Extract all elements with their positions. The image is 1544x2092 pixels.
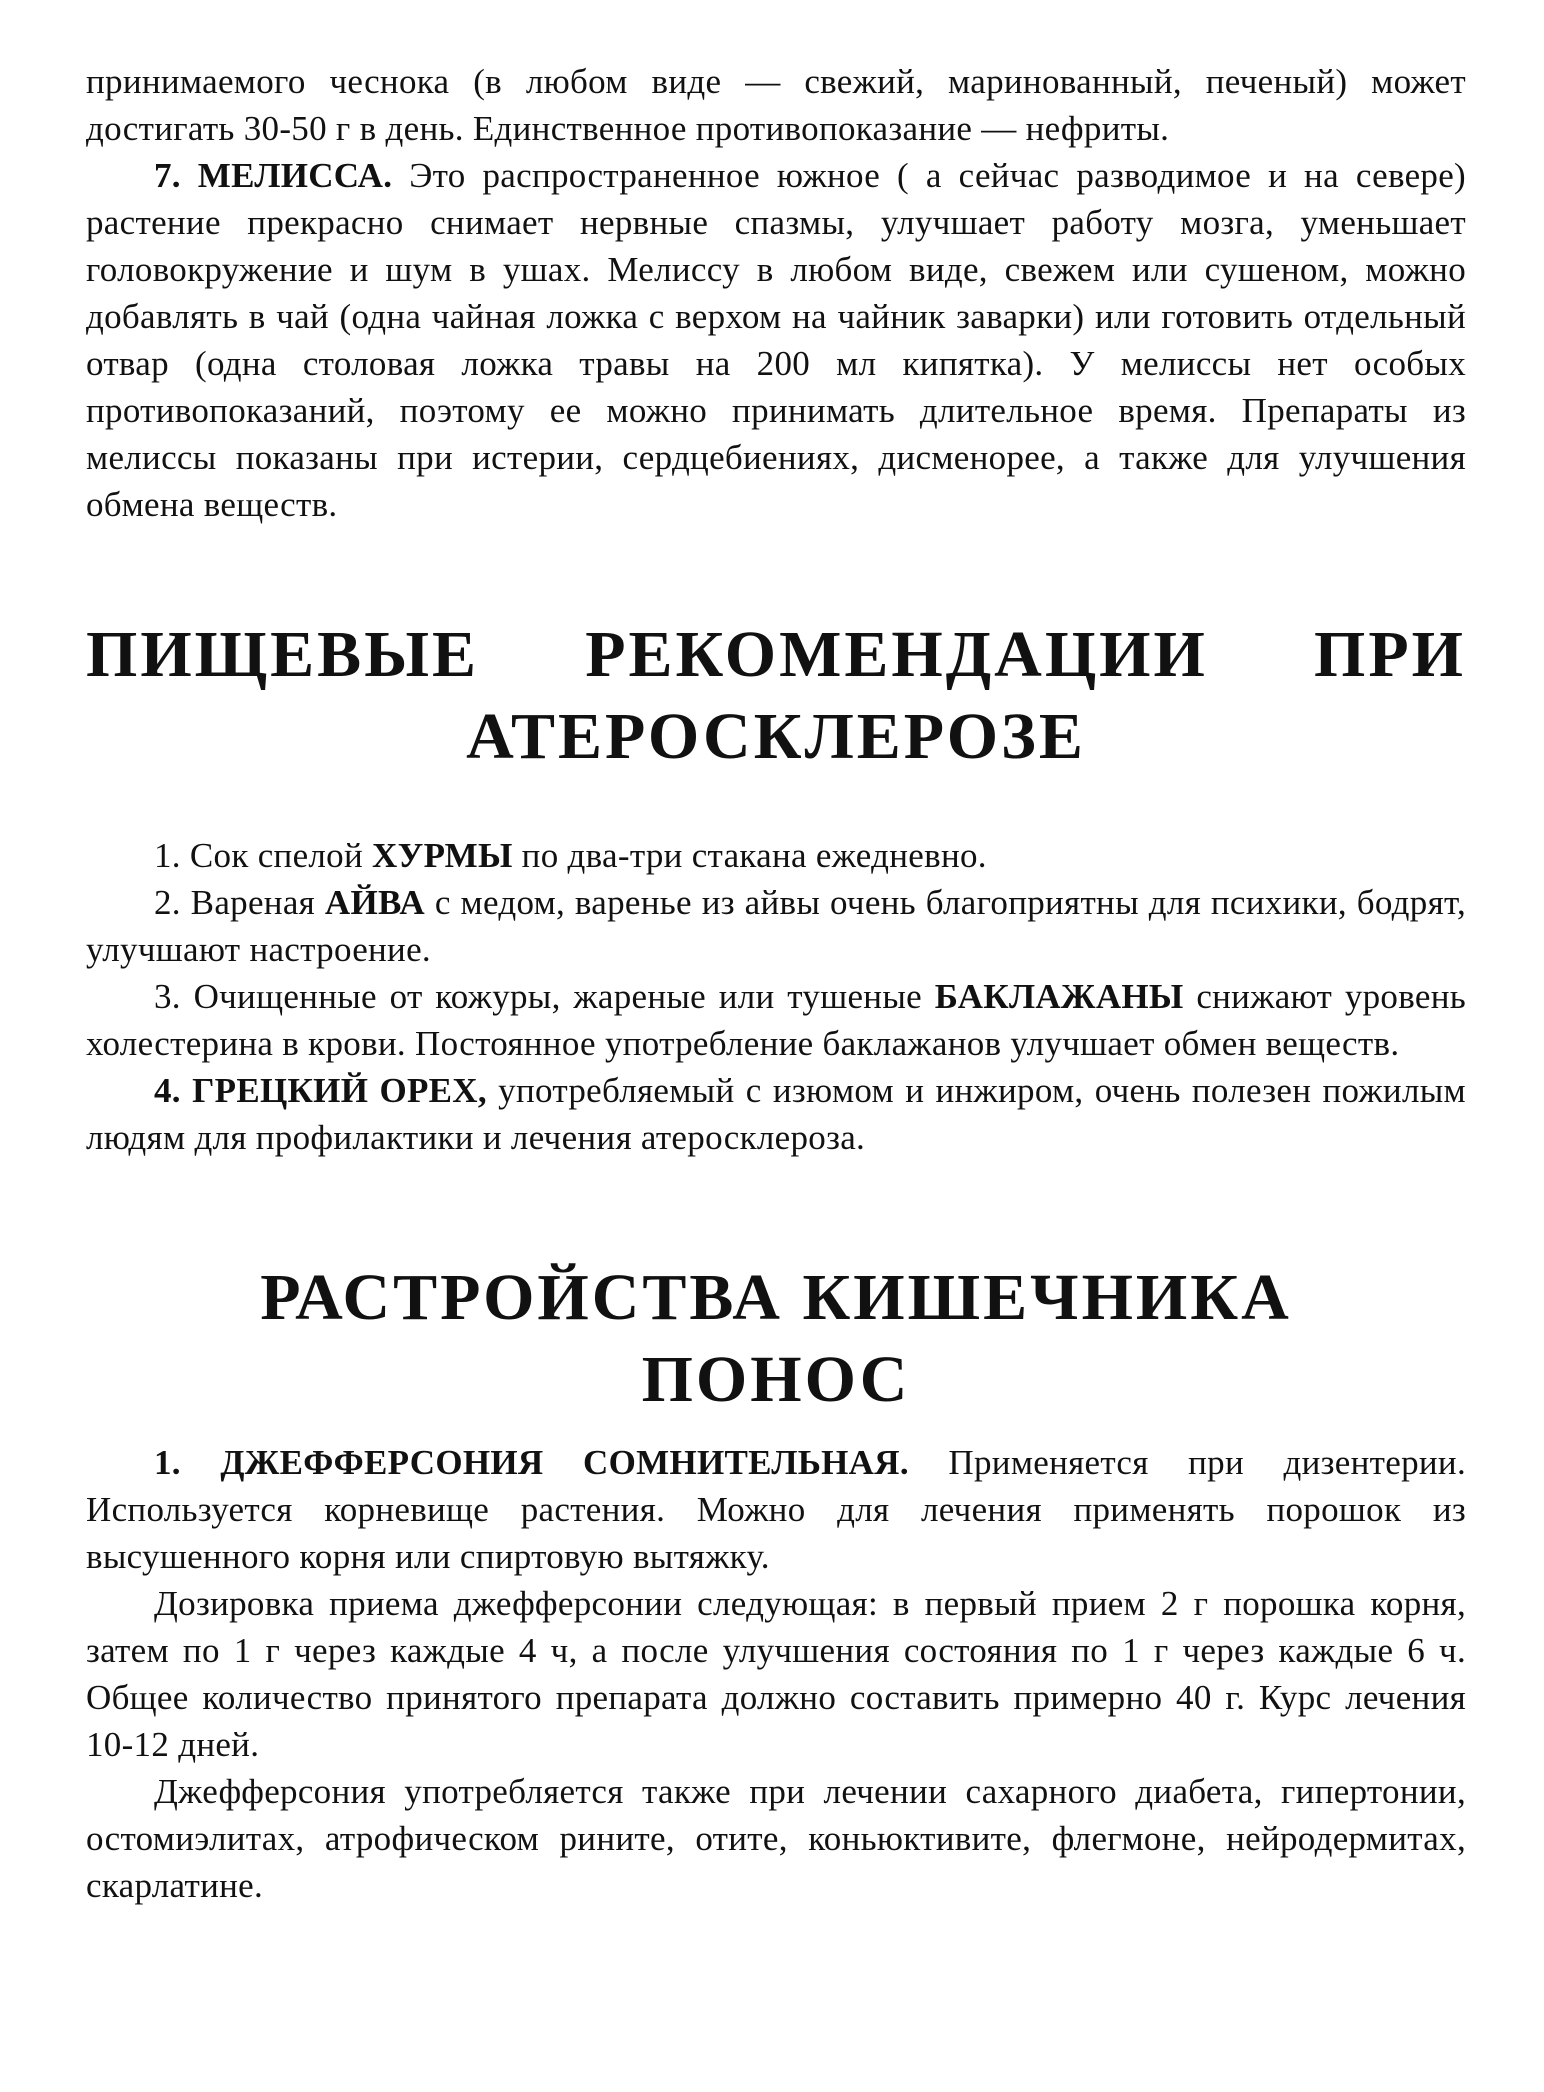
list-item: 4. ГРЕЦКИЙ ОРЕХ, употребляемый с изюмом и инжиром, очень полезен пожилым людям для профилактики и лечения атеросклероза. [86,1071,1466,1157]
jeffersonia-heading: 1. ДЖЕФФЕРСОНИЯ СОМНИТЕЛЬНАЯ. [154,1443,909,1482]
bowel-section-title [86,1257,1466,1421]
atherosclerosis-title-line-2: АТЕРОСКЛЕРОЗЕ [466,700,1086,773]
atherosclerosis-list [86,832,1466,1161]
list-item: 1. Сок спелой ХУРМЫ по два-три стакана ежедневно. [154,836,987,875]
food-name: АЙВА [324,883,426,922]
bowel-title-line-1: РАСТРОЙСТВА КИШЕЧНИКА [260,1261,1292,1334]
bowel-content [86,1439,1466,1909]
title-word: ПРИ [1314,618,1466,691]
food-name: БАКЛАЖАНЫ [934,977,1184,1016]
melissa-heading: 7. МЕЛИССА. [154,156,393,195]
atherosclerosis-section-title [86,614,1466,778]
list-item: 2. Вареная АЙВА с медом, варенье из айвы очень благоприятны для психики, бодрят, улучшают настроение. [86,883,1466,969]
jeffersonia-paragraph: 1. ДЖЕФФЕРСОНИЯ СОМНИТЕЛЬНАЯ. Применяется при дизентерии. Используется корневище растения. Можно для лечения применять порошок из высушенного корня или спиртовую вытяжку. [86,1443,1466,1576]
dosage-paragraph: Дозировка приема джефферсонии следующая: в первый прием 2 г порошка корня, затем по 1 г через каждые 4 ч, а после улучшения состояния по 1 г через каждые 6 ч. Общее количество принятого препарата должно составить примерно 40 г. Курс лечения 10-12 дней. [86,1584,1466,1764]
garlic-continuation: принимаемого чеснока (в любом виде — свежий, маринованный, печеный) может достигать 30-50 г в день. Единственное противопоказание — нефриты. [86,62,1466,148]
food-name: ХУРМЫ [372,836,513,875]
other-uses-paragraph: Джефферсония употребляется также при лечении сахарного диабета, гипертонии, остомиэлитах, атрофическом рините, отите, коньюктивите, флегмоне, нейродермитах, скарлатине. [86,1772,1466,1905]
melissa-paragraph [86,152,1466,528]
list-item: 3. Очищенные от кожуры, жареные или тушеные БАКЛАЖАНЫ снижают уровень холестерина в крови. Постоянное употребление баклажанов улучшает обмен веществ. [86,977,1466,1063]
atherosclerosis-title-line-1 [86,614,1466,696]
title-word: ПИЩЕВЫЕ [86,618,480,691]
book-page [86,58,1466,1909]
title-word: РЕКОМЕНДАЦИИ [585,618,1208,691]
bowel-title-line-2: ПОНОС [641,1343,911,1416]
melissa-text: Это распространенное южное ( а сейчас разводимое и на севере) растение прекрасно снимает нервные спазмы, улучшает работу мозга, уменьшает головокружение и шум в ушах. Мелиссу в любом виде, свежем или сушеном, можно добавлять в чай (одна чайная ложка с верхом на чайник заварки) или готовить отдельный отвар (одна столовая ложка травы на 200 мл кипятка). У мелиссы нет особых противопоказаний, поэтому ее можно принимать длительное время. Препараты из мелиссы показаны при истерии, сердцебиениях, дисменорее, а также для улучшения обмена веществ. [86,156,1466,524]
food-name: 4. ГРЕЦКИЙ ОРЕХ, [154,1071,487,1110]
